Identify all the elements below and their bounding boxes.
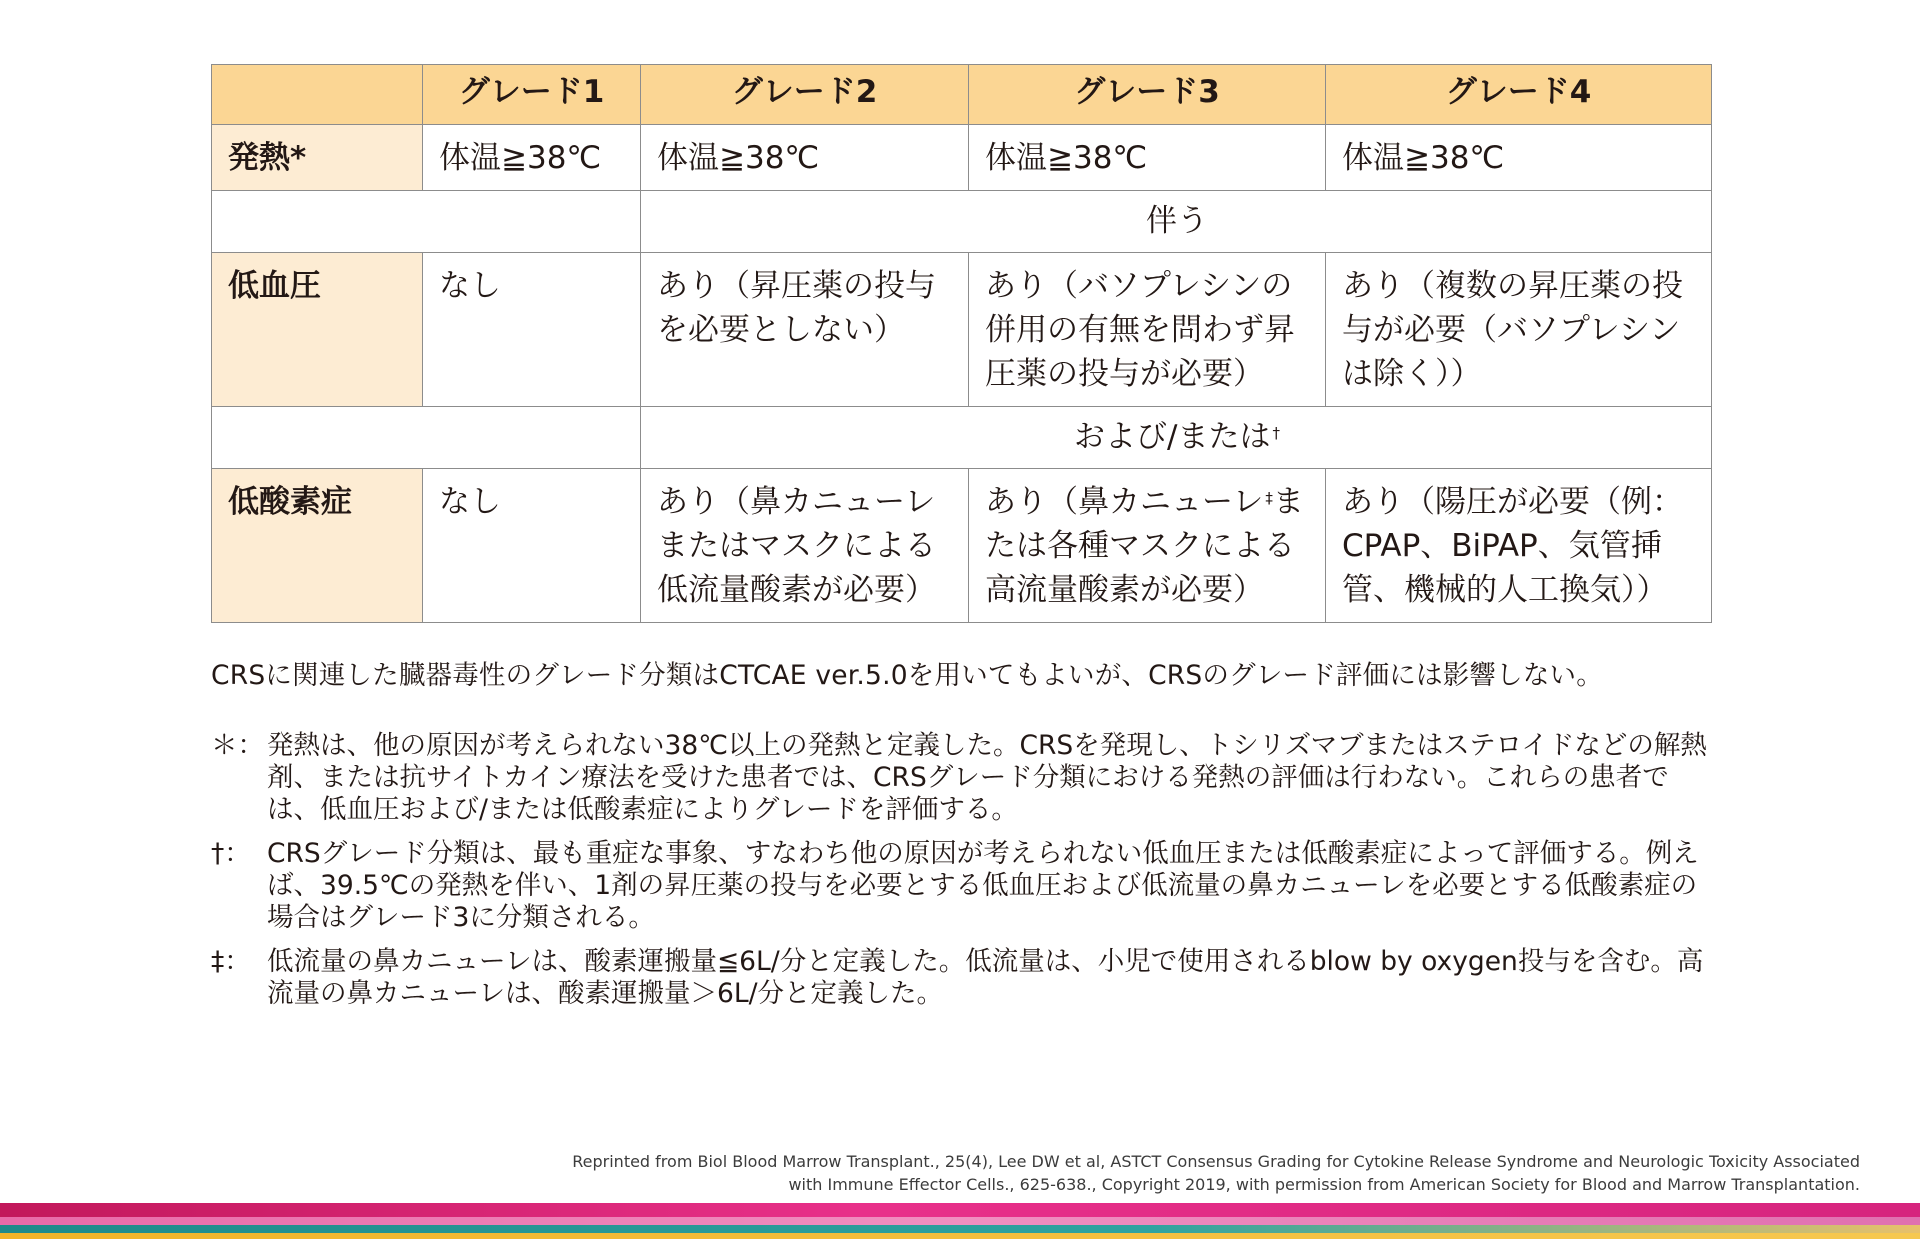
bar-stripe-teal <box>0 1225 1920 1233</box>
citation <box>560 1150 1860 1196</box>
hypotension-row <box>212 253 1712 407</box>
connector-blank-1 <box>212 191 641 253</box>
footnotes <box>211 660 1711 1022</box>
header-grade-4: グレード4 <box>1326 65 1712 125</box>
double-dagger-mark: ‡ <box>1265 489 1273 507</box>
hypotension-grade-2: あり（昇圧薬の投与を必要としない） <box>641 253 969 407</box>
hypotension-grade-4: あり（複数の昇圧薬の投与が必要（バソプレシンは除く）） <box>1326 253 1712 407</box>
footnote-symbol: ＊： <box>211 730 264 761</box>
footnote-dagger <box>211 838 1711 934</box>
fever-grade-3: 体温≧38℃ <box>969 125 1326 191</box>
header-grade-3: グレード3 <box>969 65 1326 125</box>
footnote-symbol: †： <box>211 838 251 869</box>
decorative-bottom-bar <box>0 1203 1920 1239</box>
connector-text-2-cell <box>641 407 1712 469</box>
crs-grading-table <box>211 64 1712 623</box>
connector-text-2: および/または <box>1074 419 1271 455</box>
header-grade-2: グレード2 <box>641 65 969 125</box>
footnote-text: 低流量の鼻カニューレは、酸素運搬量≦6L/分と定義した。低流量は、小児で使用されるblow by oxygen投与を含む。高流量の鼻カニューレは、酸素運搬量＞6L/分と定義した。 <box>267 946 1704 1009</box>
connector-text-1: 伴う <box>641 191 1712 253</box>
fever-row <box>212 125 1712 191</box>
fever-grade-2: 体温≧38℃ <box>641 125 969 191</box>
connector-row-2 <box>212 407 1712 469</box>
bar-stripe-magenta <box>0 1203 1920 1217</box>
hypotension-label: 低血圧 <box>212 253 423 407</box>
connector-row-1 <box>212 191 1712 253</box>
connector-blank-2 <box>212 407 641 469</box>
hypoxia-grade-3: あり（鼻カニューレ <box>985 484 1264 520</box>
table-header-row <box>212 65 1712 125</box>
hypoxia-grade-3-rest: または各種マスクによる高流量酸素が必要） <box>985 484 1304 608</box>
footnote-text: CRSグレード分類は、最も重症な事象、すなわち他の原因が考えられない低血圧または低酸素症によって評価する。例えば、39.5℃の発熱を伴い、1剤の昇圧薬の投与を必要とする低血圧および低流量の鼻カニューレを必要とする低酸素症の場合はグレード3に分類される。 <box>267 838 1699 933</box>
hypoxia-grade-2: あり（鼻カニューレまたはマスクによる低流量酸素が必要） <box>641 469 969 623</box>
hypoxia-row <box>212 469 1712 623</box>
summary-note: CRSに関連した臓器毒性のグレード分類はCTCAE ver.5.0を用いてもよいが、CRSのグレード評価には影響しない。 <box>211 660 1603 691</box>
fever-label: 発熱* <box>212 125 423 191</box>
fever-grade-4: 体温≧38℃ <box>1326 125 1712 191</box>
footnote-text: 発熱は、他の原因が考えられない38℃以上の発熱と定義した。CRSを発現し、トシリズマブまたはステロイドなどの解熱剤、または抗サイトカイン療法を受けた患者では、CRSグレード分類における発熱の評価は行わない。これらの患者では、低血圧および/または低酸素症によりグレードを評価する。 <box>267 730 1707 825</box>
bar-stripe-pink <box>0 1217 1920 1225</box>
fever-grade-1: 体温≧38℃ <box>423 125 641 191</box>
hypoxia-label: 低酸素症 <box>212 469 423 623</box>
header-corner <box>212 65 423 125</box>
hypotension-grade-1: なし <box>423 253 641 407</box>
footnote-symbol: ‡： <box>211 946 251 977</box>
dagger-mark: † <box>1272 424 1280 442</box>
footnote-double-dagger <box>211 946 1711 1010</box>
hypoxia-grade-4: あり（陽圧が必要（例：CPAP、BiPAP、気管挿管、機械的人工換気）） <box>1326 469 1712 623</box>
citation-line-1: Reprinted from Biol Blood Marrow Transplant., 25(4), Lee DW et al, ASTCT Consensus Grading for Cytokine Release Syndrome and Neurologic Toxicity Associated <box>572 1152 1860 1171</box>
bar-stripe-gold <box>0 1233 1920 1239</box>
hypoxia-grade-3-cell <box>969 469 1326 623</box>
hypotension-grade-3: あり（バソプレシンの併用の有無を問わず昇圧薬の投与が必要） <box>969 253 1326 407</box>
citation-line-2: with Immune Effector Cells., 625-638., Copyright 2019, with permission from American Society for Blood and Marrow Transplantation. <box>788 1175 1860 1194</box>
hypoxia-grade-1: なし <box>423 469 641 623</box>
footnote-asterisk <box>211 730 1711 826</box>
header-grade-1: グレード1 <box>423 65 641 125</box>
